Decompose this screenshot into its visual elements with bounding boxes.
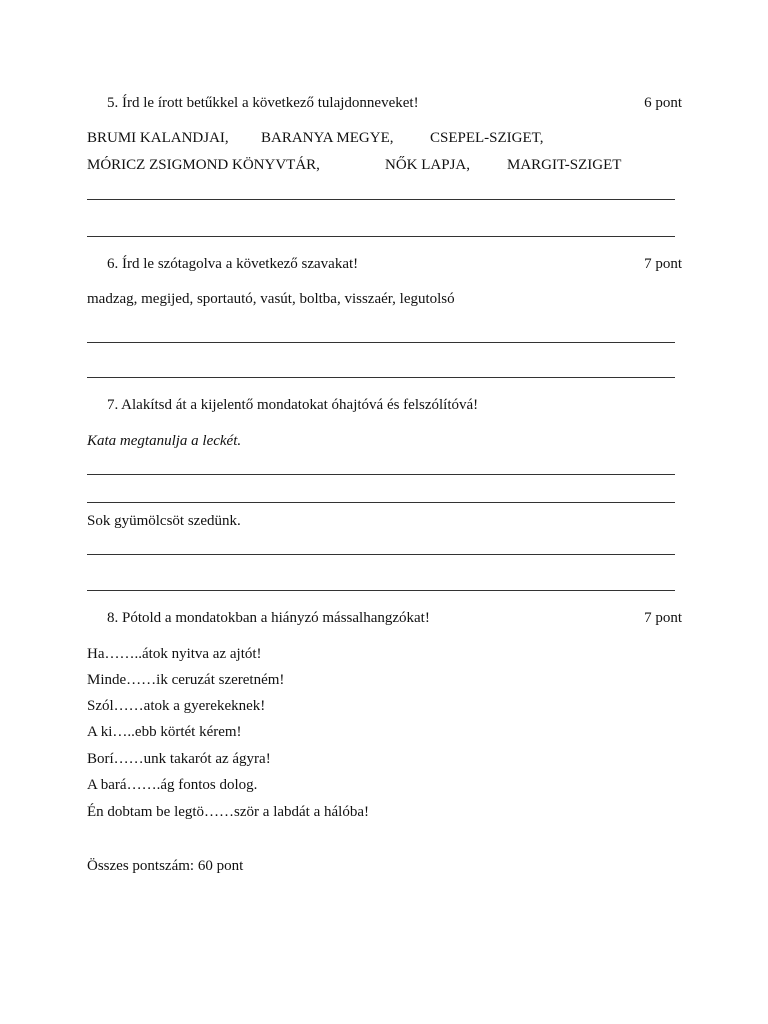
task-5-name-6: MARGIT-SZIGET <box>507 157 622 173</box>
task-8-sentence: Borí……unk takarót az ágyra! <box>87 751 271 767</box>
answer-line[interactable] <box>87 342 675 343</box>
answer-line[interactable] <box>87 502 675 503</box>
task-5-title: 5. Írd le írott betűkkel a következő tulajdonneveket! <box>107 95 419 111</box>
total-score: Összes pontszám: 60 pont <box>87 858 244 874</box>
answer-line[interactable] <box>87 474 675 475</box>
task-8-sentence: A ki…..ebb körtét kérem! <box>87 724 242 740</box>
answer-line[interactable] <box>87 377 675 378</box>
answer-line[interactable] <box>87 199 675 200</box>
task-6-words: madzag, megijed, sportautó, vasút, boltba, visszaér, legutolsó <box>87 291 455 307</box>
task-7-title: 7. Alakítsd át a kijelentő mondatokat óhajtóvá és felszólítóvá! <box>107 397 479 413</box>
task-6-points: 7 pont <box>644 256 682 272</box>
task-8-sentence: Ha……..átok nyitva az ajtót! <box>87 646 262 662</box>
task-8-sentence: Én dobtam be legtö……ször a labdát a hálóba! <box>87 804 369 820</box>
task-6-title: 6. Írd le szótagolva a következő szavakat! <box>107 256 359 272</box>
task-5-name-1: BRUMI KALANDJAI, <box>87 130 229 146</box>
task-5-name-5: NŐK LAPJA, <box>385 157 471 173</box>
task-8-sentence: Szól……atok a gyerekeknek! <box>87 698 266 714</box>
answer-line[interactable] <box>87 590 675 591</box>
task-8-points: 7 pont <box>644 610 682 626</box>
task-8-sentence: Minde……ik ceruzát szeretném! <box>87 672 285 688</box>
task-8-title: 8. Pótold a mondatokban a hiányzó mássalhangzókat! <box>107 610 430 626</box>
task-8-sentence: A bará…….ág fontos dolog. <box>87 777 258 793</box>
task-5-name-2: BARANYA MEGYE, <box>261 130 394 146</box>
task-5-name-3: CSEPEL-SZIGET, <box>430 130 544 146</box>
answer-line[interactable] <box>87 236 675 237</box>
task-5-points: 6 pont <box>644 95 682 111</box>
task-7-sentence-2: Sok gyümölcsöt szedünk. <box>87 513 241 529</box>
task-7-sentence-1: Kata megtanulja a leckét. <box>87 433 242 449</box>
answer-line[interactable] <box>87 554 675 555</box>
task-5-name-4: MÓRICZ ZSIGMOND KÖNYVTÁR, <box>87 157 320 173</box>
